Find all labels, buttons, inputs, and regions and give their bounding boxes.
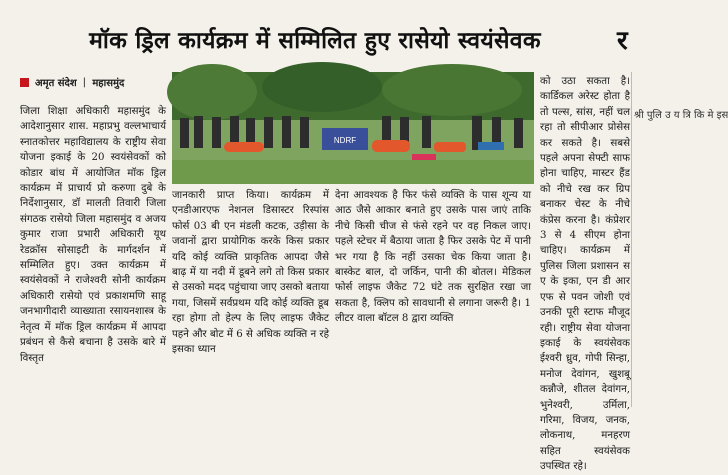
column-divider [631,72,632,407]
article-column-2 [172,188,329,404]
news-photo [172,72,534,184]
masthead-separator: | [82,76,87,88]
masthead [20,72,124,92]
dateline-place: महासमुंद [92,78,125,89]
article-text-4: को उठा सकता है। कार्डिकल अरेस्ट होता है तो पल्स, सांस, नहीं चल रहा तो सीपीआर प्रोसेस कर सकते है। सबसे पहले अपना सेफ्टी साफ होना चाहिए, मास्टर हैंड को नीचे रख कर ग्रिप बनाकर चेस्ट के नीचे कंप्रेस करना है। कंप्रेशर 3 से 4 सीएम होना चाहिए। कार्यक्रम में पुलिस जिला प्रशासन स ए के इका, एन डी आर एफ से पवन जोशी एवं उनकी पूरी स्टाफ मौजूद रही। राष्ट्रीय सेवा योजना इकाई के स्वयंसेवक ईश्वरी ध्रुव, गोपी सिन्हा, मनोज देवांगन, खुशबू कन्नौजे, शीतल देवांगन, भुनेश्वरी, उर्मिला, गरिमा, विजय, जनक, लोकनाथ, मनहरण सहित स्वयंसेवक उपस्थित रहे। [540,76,630,473]
headline: मॉक ड्रिल कार्यक्रम में सम्मिलित हुए रासेयो स्वयंसेवक [89,28,541,54]
article-column-1 [20,104,166,404]
adjacent-article-fragment: श्री पुलि उ य त्रि कि मे इस [634,110,728,121]
article-text-2: जानकारी प्राप्त किया। कार्यक्रम में एनडीआरएफ नेशनल डिसास्टर रिस्पांस फोर्स 03 बी एन मंडली कटक, उड़ीसा के जवानों द्वारा प्रायोगिक करके किस प्रकार यदि कोई व्यक्ति प्राकृतिक आपदा जैसे बाढ़ में या नदी में डूबने लगे तो किस प्रकार से उसको मदद पहुंचाया जाए उसको बताया गया, जिसमें सर्वप्रथम यदि कोई व्यक्ति डूब रहा होगा तो हेल्प के लिए लाइफ जैकेट पहने और बोट में 6 से अधिक व्यक्ति न रहे इसका ध्यान [172,190,329,356]
photo-banner-text: NDRF [333,136,357,145]
newspaper-name: अमृत संदेश [35,78,77,89]
article-text-1: जिला शिक्षा अधिकारी महासमुंद के आदेशानुसार शास. महाप्रभु वल्लभाचार्य स्नातकोत्तर महाविद्यालय के राष्ट्रीय सेवा योजना इकाई के 20 स्वयंसेवकों को कोडार बांध में आयोजित मॉक ड्रिल कार्यक्रम में प्राचार्य प्रो करुणा दुबे के निर्देशानुसार, डॉ मालती तिवारी जिला संगठक रासेयो जिला महासमुंद व अजय कुमार राजा प्रभारी अधिकारी यूथ रेडक्रॉस सोसाइटी के मार्गदर्शन में सम्मिलित हुए। उक्त कार्यक्रम में स्वयंसेवकों ने राजेश्वरी सोनी कार्यक्रम अधिकारी रासेयो एवं प्रकाशमणि साहू जनभागीदारी व्याख्याता रसायनशास्त्र के नेतृत्व में मॉक ड्रिल कार्यक्रम में आपदा प्रबंधन से कैसे बचाना है उसके बारे में विस्तृत [20,106,166,364]
masthead-mark-icon [20,78,29,87]
article-column-4 [540,74,630,473]
news-photo-illustration [172,72,534,184]
article-column-3 [335,188,531,404]
article-text-3: देना आवश्यक है फिर फंसे व्यक्ति के पास शून्य या आठ जैसे आकार बनाते हुए उसके पास जाएं ताकि नीचे किसी चीज से फंसे रहने पर वह निकल जाए। पहले स्टेचर में बैठाया जाता है फिर उसके पेट में पानी भर गया है कि नहीं उसका चेक किया जाता है। बास्केट बाल, दो जर्किन, पानी की बोतल। मेडिकल फोर्स लाइफ जैकेट 72 घंटे तक सुरक्षित रखा जा सकता है, क्लिप को सावधानी से लगाना जरूरी है। 1 लीटर वाला बॉटल 8 द्वारा व्यक्ति [335,190,531,325]
headline-continuation: र [617,26,628,56]
